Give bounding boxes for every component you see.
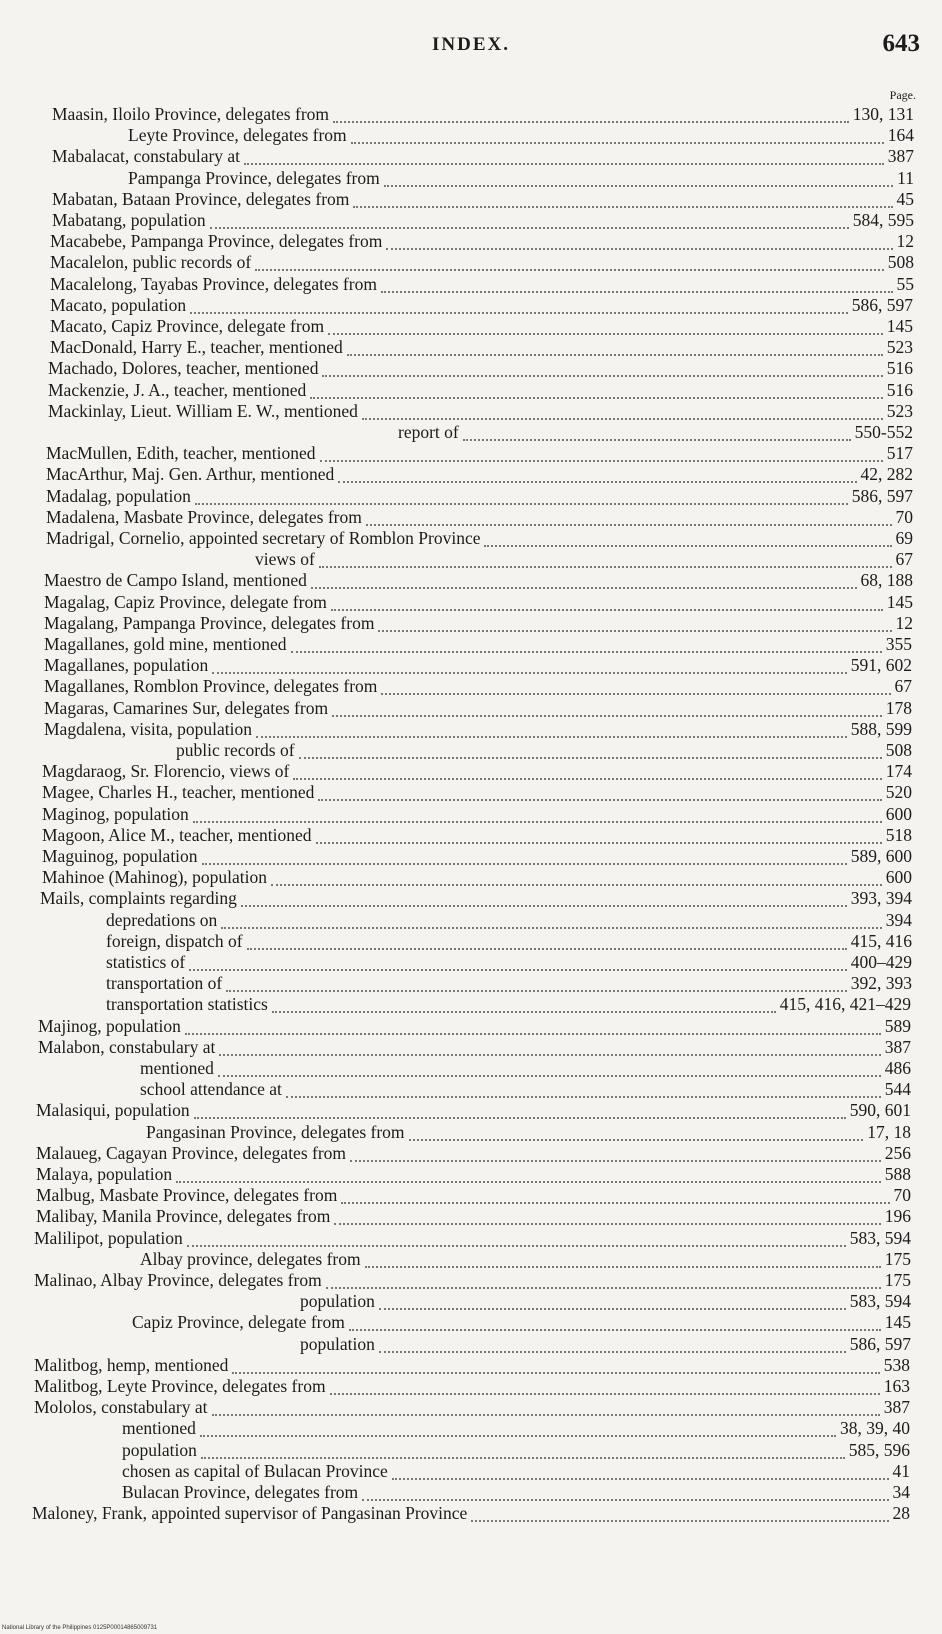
entry-text: Macalelon, public records of [50, 252, 252, 272]
leader-dots [185, 1019, 881, 1035]
entry-page-ref: 550-552 [854, 422, 913, 442]
entry-text: school attendance at [140, 1079, 282, 1099]
index-entry [36, 1100, 911, 1121]
entry-page-ref: 508 [885, 740, 912, 760]
index-entry [50, 231, 914, 252]
entry-page-ref: 175 [884, 1249, 911, 1269]
entry-page-ref: 38, 39, 40 [840, 1418, 910, 1438]
index-entry [36, 1143, 911, 1164]
leader-dots [218, 1061, 881, 1077]
entry-text: Magoon, Alice M., teacher, mentioned [42, 825, 312, 845]
leader-dots [310, 383, 882, 399]
index-entry [38, 1016, 911, 1037]
entry-page-ref: 41 [892, 1461, 910, 1481]
entry-text: Mackenzie, J. A., teacher, mentioned [48, 380, 307, 400]
entry-page-ref: 586, 597 [851, 486, 913, 506]
leader-dots [332, 701, 882, 717]
entry-text: Macato, Capiz Province, delegate from [50, 316, 325, 336]
leader-dots [463, 425, 851, 441]
entry-text: Capiz Province, delegate from [132, 1312, 345, 1332]
entry-text: chosen as capital of Bulacan Province [122, 1461, 388, 1481]
entry-text: Malasiqui, population [36, 1100, 190, 1120]
index-entry [42, 804, 912, 825]
entry-text: Macalelong, Tayabas Province, delegates from [50, 274, 377, 294]
entry-page-ref: 164 [887, 125, 914, 145]
index-entry [46, 507, 913, 528]
index-entry [44, 634, 912, 655]
entry-page-ref: 145 [886, 592, 913, 612]
entry-text: Mololos, constabulary at [34, 1397, 208, 1417]
index-entry [146, 1122, 911, 1143]
entry-page-ref: 538 [883, 1355, 910, 1375]
leader-dots [189, 955, 847, 971]
entry-page-ref: 70 [893, 1185, 911, 1205]
leader-dots [221, 913, 881, 929]
leader-dots [311, 573, 857, 589]
entry-text: Maginog, population [42, 804, 189, 824]
index-entry [122, 1461, 910, 1482]
page-title: INDEX. [432, 34, 510, 55]
entry-page-ref: 256 [884, 1143, 911, 1163]
entry-page-ref: 588 [884, 1164, 911, 1184]
entry-text: MacMullen, Edith, teacher, mentioned [46, 443, 316, 463]
entry-text: Maasin, Iloilo Province, delegates from [52, 104, 330, 124]
entry-page-ref: 355 [885, 634, 912, 654]
index-entry [46, 486, 913, 507]
index-entry [36, 1185, 911, 1206]
leader-dots [201, 1443, 845, 1459]
entry-page-ref: 600 [885, 867, 912, 887]
index-entry [300, 1334, 911, 1355]
entry-text: Maguinog, population [42, 846, 198, 866]
index-entry [52, 104, 914, 125]
page-number: 643 [882, 30, 920, 57]
index-entry [398, 422, 913, 443]
leader-dots [351, 128, 884, 144]
index-entry [106, 931, 912, 952]
leader-dots [330, 1379, 880, 1395]
index-entry [42, 825, 912, 846]
entry-page-ref: 12 [895, 613, 913, 633]
leader-dots [331, 595, 883, 611]
entry-text: Mabatan, Bataan Province, delegates from [52, 189, 350, 209]
entry-text: public records of [176, 740, 295, 760]
entry-text: Bulacan Province, delegates from [122, 1482, 359, 1502]
entry-text: Magaras, Camarines Sur, delegates from [44, 698, 329, 718]
entry-page-ref: 588, 599 [850, 719, 912, 739]
entry-page-ref: 517 [886, 443, 913, 463]
entry-text: Macabebe, Pampanga Province, delegates from [50, 231, 383, 251]
entry-page-ref: 394 [885, 910, 912, 930]
entry-page-ref: 11 [897, 168, 914, 188]
index-entry [40, 888, 912, 909]
entry-text: Malinao, Albay Province, delegates from [34, 1270, 322, 1290]
entry-page-ref: 523 [886, 401, 913, 421]
entry-text: Mails, complaints regarding [40, 888, 237, 908]
entry-text: Malitbog, Leyte Province, delegates from [34, 1376, 326, 1396]
index-entry [34, 1397, 910, 1418]
entry-text: Magee, Charles H., teacher, mentioned [42, 782, 315, 802]
entry-text: Malaya, population [36, 1164, 173, 1184]
index-entry [46, 528, 913, 549]
index-entry [106, 910, 912, 931]
leader-dots [244, 149, 884, 165]
leader-dots [378, 616, 891, 632]
entry-text: Leyte Province, delegates from [128, 125, 347, 145]
leader-dots [338, 467, 856, 483]
entry-page-ref: 145 [886, 316, 913, 336]
entry-page-ref: 178 [885, 698, 912, 718]
entry-text: Malitbog, hemp, mentioned [34, 1355, 229, 1375]
entry-text: population [300, 1334, 375, 1354]
index-entry [50, 252, 914, 273]
entry-text: Malaueg, Cagayan Province, delegates from [36, 1143, 347, 1163]
entry-text: Madrigal, Cornelio, appointed secretary of Romblon Province [46, 528, 481, 548]
leader-dots [194, 1103, 846, 1119]
index-entry [52, 210, 914, 231]
index-entry [52, 146, 914, 167]
index-entry [34, 1376, 910, 1397]
leader-dots [353, 192, 892, 208]
leader-dots [193, 807, 882, 823]
entry-page-ref: 518 [885, 825, 912, 845]
entry-text: Malbug, Masbate Province, delegates from [36, 1185, 338, 1205]
index-entry [128, 125, 914, 146]
leader-dots [392, 1464, 889, 1480]
leader-dots [349, 1315, 881, 1331]
leader-dots [247, 934, 847, 950]
entry-page-ref: 392, 393 [850, 973, 912, 993]
entry-page-ref: 585, 596 [848, 1440, 910, 1460]
leader-dots [316, 828, 882, 844]
entry-text: Malabon, constabulary at [38, 1037, 216, 1057]
leader-dots [341, 1188, 889, 1204]
index-entry [42, 782, 912, 803]
entry-page-ref: 196 [884, 1206, 911, 1226]
leader-dots [319, 552, 892, 568]
entry-text: Machado, Dolores, teacher, mentioned [48, 358, 319, 378]
page-column-label: Page. [889, 88, 916, 102]
entry-text: Maloney, Frank, appointed supervisor of Pangasinan Province [32, 1503, 468, 1523]
entry-page-ref: 586, 597 [849, 1334, 911, 1354]
entry-page-ref: 70 [895, 507, 913, 527]
entry-page-ref: 520 [885, 782, 912, 802]
entry-page-ref: 28 [892, 1503, 910, 1523]
index-entry [32, 1503, 910, 1524]
leader-dots [195, 489, 848, 505]
entry-page-ref: 34 [892, 1482, 910, 1502]
leader-dots [210, 213, 849, 229]
entry-page-ref: 45 [896, 189, 914, 209]
index-entry [42, 867, 912, 888]
index-entry [50, 337, 913, 358]
entry-text: Mabalacat, constabulary at [52, 146, 241, 166]
entry-page-ref: 586, 597 [851, 295, 913, 315]
leader-dots [366, 510, 892, 526]
index-entry [44, 613, 913, 634]
entry-page-ref: 583, 594 [849, 1228, 911, 1248]
entry-text: Magdaraog, Sr. Florencio, views of [42, 761, 290, 781]
leader-dots [190, 298, 848, 314]
entry-page-ref: 387 [883, 1397, 910, 1417]
index-entry [106, 952, 912, 973]
entry-text: Magallanes, gold mine, mentioned [44, 634, 287, 654]
leader-dots [409, 1125, 864, 1141]
leader-dots [471, 1506, 888, 1522]
entry-text: depredations on [106, 910, 218, 930]
entry-page-ref: 590, 601 [849, 1100, 911, 1120]
entry-text: Madalag, population [46, 486, 191, 506]
index-entry [36, 1206, 911, 1227]
entry-text: MacArthur, Maj. Gen. Arthur, mentioned [46, 464, 335, 484]
entry-text: Mabatang, population [52, 210, 206, 230]
leader-dots [226, 976, 847, 992]
entry-text: views of [255, 549, 315, 569]
index-entry [106, 973, 912, 994]
entry-page-ref: 130, 131 [852, 104, 914, 124]
entry-page-ref: 400–429 [850, 952, 912, 972]
index-entry [46, 464, 913, 485]
entry-page-ref: 69 [895, 528, 913, 548]
index-entry [50, 274, 914, 295]
leader-dots [187, 1231, 846, 1247]
entry-text: Magalang, Pampanga Province, delegates from [44, 613, 375, 633]
footer-credit: National Library of the Philippines 0125P00014865009731 [2, 1625, 158, 1631]
entry-text: statistics of [106, 952, 186, 972]
leader-dots [212, 658, 846, 674]
leader-dots [381, 277, 893, 293]
index-entry [50, 295, 913, 316]
entry-page-ref: 387 [887, 146, 914, 166]
index-entry [42, 761, 912, 782]
leader-dots [379, 1294, 846, 1310]
entry-text: population [122, 1440, 197, 1460]
leader-dots [362, 404, 883, 420]
leader-dots [484, 531, 891, 547]
index-entry [44, 655, 912, 676]
entry-text: Pangasinan Province, delegates from [146, 1122, 405, 1142]
entry-text: Pampanga Province, delegates from [128, 168, 380, 188]
entry-text: mentioned [140, 1058, 214, 1078]
entry-text: Malilipot, population [34, 1228, 183, 1248]
entry-text: Magdalena, visita, population [44, 719, 253, 739]
entry-page-ref: 17, 18 [867, 1122, 911, 1142]
entry-page-ref: 174 [885, 761, 912, 781]
entry-page-ref: 486 [884, 1058, 911, 1078]
entry-text: Madalena, Masbate Province, delegates from [46, 507, 362, 527]
index-entry [34, 1355, 910, 1376]
leader-dots [318, 785, 881, 801]
leader-dots [200, 1421, 836, 1437]
index-entry [128, 168, 914, 189]
entry-page-ref: 55 [896, 274, 914, 294]
entry-page-ref: 589, 600 [850, 846, 912, 866]
entry-text: Magalag, Capiz Province, delegate from [44, 592, 327, 612]
index-entry [122, 1482, 910, 1503]
index-entry [140, 1058, 911, 1079]
entry-text: Magallanes, Romblon Province, delegates from [44, 676, 378, 696]
index-entry [44, 570, 913, 591]
entry-page-ref: 387 [884, 1037, 911, 1057]
entry-text: MacDonald, Harry E., teacher, mentioned [50, 337, 343, 357]
entry-text: transportation statistics [106, 994, 268, 1014]
leader-dots [320, 446, 883, 462]
leader-dots [232, 1358, 879, 1374]
index-entry [48, 401, 913, 422]
index-entry [44, 698, 912, 719]
leader-dots [365, 1252, 881, 1268]
leader-dots [176, 1167, 881, 1183]
leader-dots [256, 722, 847, 738]
leader-dots [286, 1082, 881, 1098]
entry-page-ref: 600 [885, 804, 912, 824]
index-entry [34, 1270, 911, 1291]
index-entry [140, 1079, 911, 1100]
leader-dots [272, 997, 776, 1013]
index-entry [44, 676, 912, 697]
leader-dots [255, 255, 884, 271]
index-entry [50, 316, 913, 337]
leader-dots [219, 1040, 880, 1056]
index-entry [106, 994, 911, 1015]
entry-page-ref: 42, 282 [860, 464, 913, 484]
entry-page-ref: 67 [895, 549, 913, 569]
entry-page-ref: 145 [884, 1312, 911, 1332]
leader-dots [333, 107, 849, 123]
index-entry [34, 1228, 911, 1249]
entry-page-ref: 591, 602 [850, 655, 912, 675]
entry-page-ref: 583, 594 [849, 1291, 911, 1311]
index-entry [48, 358, 913, 379]
leader-dots [241, 891, 847, 907]
entry-page-ref: 163 [883, 1376, 910, 1396]
entry-page-ref: 415, 416, 421–429 [779, 994, 911, 1014]
entry-text: transportation of [106, 973, 223, 993]
entry-text: Malibay, Manila Province, delegates from [36, 1206, 331, 1226]
index-entry [122, 1418, 910, 1439]
leader-dots [202, 849, 847, 865]
index-entry [44, 719, 912, 740]
leader-dots [350, 1146, 881, 1162]
index-entry [52, 189, 914, 210]
entry-page-ref: 67 [894, 676, 912, 696]
leader-dots [326, 1273, 881, 1289]
leader-dots [381, 679, 890, 695]
entry-page-ref: 175 [884, 1270, 911, 1290]
entry-text: mentioned [122, 1418, 196, 1438]
entry-page-ref: 393, 394 [850, 888, 912, 908]
entry-text: report of [398, 422, 459, 442]
entry-text: Magallanes, population [44, 655, 209, 675]
leader-dots [328, 319, 883, 335]
entry-text: Mahinoe (Mahinog), population [42, 867, 268, 887]
entry-text: Mackinlay, Lieut. William E. W., mentioned [48, 401, 358, 421]
index-entry [300, 1291, 911, 1312]
index-entry [255, 549, 913, 570]
index-entry [140, 1249, 911, 1270]
leader-dots [293, 764, 881, 780]
entry-text: Macato, population [50, 295, 187, 315]
entry-page-ref: 516 [886, 358, 913, 378]
leader-dots [212, 1400, 880, 1416]
leader-dots [386, 234, 892, 250]
entry-text: Maestro de Campo Island, mentioned [44, 570, 307, 590]
leader-dots [334, 1209, 880, 1225]
entry-page-ref: 544 [884, 1079, 911, 1099]
leader-dots [347, 340, 883, 356]
entry-page-ref: 589 [884, 1016, 911, 1036]
leader-dots [299, 743, 882, 759]
leader-dots [291, 637, 882, 653]
index-entry [122, 1440, 910, 1461]
leader-dots [271, 870, 882, 886]
entry-page-ref: 508 [887, 252, 914, 272]
index-entry [46, 443, 913, 464]
index-entry [38, 1037, 911, 1058]
entry-page-ref: 516 [886, 380, 913, 400]
entry-text: foreign, dispatch of [106, 931, 243, 951]
entry-page-ref: 523 [886, 337, 913, 357]
leader-dots [362, 1485, 888, 1501]
leader-dots [384, 171, 893, 187]
entry-page-ref: 12 [896, 231, 914, 251]
entry-page-ref: 415, 416 [850, 931, 912, 951]
index-entry [36, 1164, 911, 1185]
index-entry [176, 740, 912, 761]
index-entry [48, 380, 913, 401]
index-entry [132, 1312, 911, 1333]
entry-text: Majinog, population [38, 1016, 181, 1036]
index-entry [42, 846, 912, 867]
entry-text: population [300, 1291, 375, 1311]
entry-text: Albay province, delegates from [140, 1249, 361, 1269]
leader-dots [322, 361, 882, 377]
entry-page-ref: 68, 188 [860, 570, 913, 590]
index-entry [44, 592, 913, 613]
leader-dots [379, 1337, 846, 1353]
entry-page-ref: 584, 595 [852, 210, 914, 230]
